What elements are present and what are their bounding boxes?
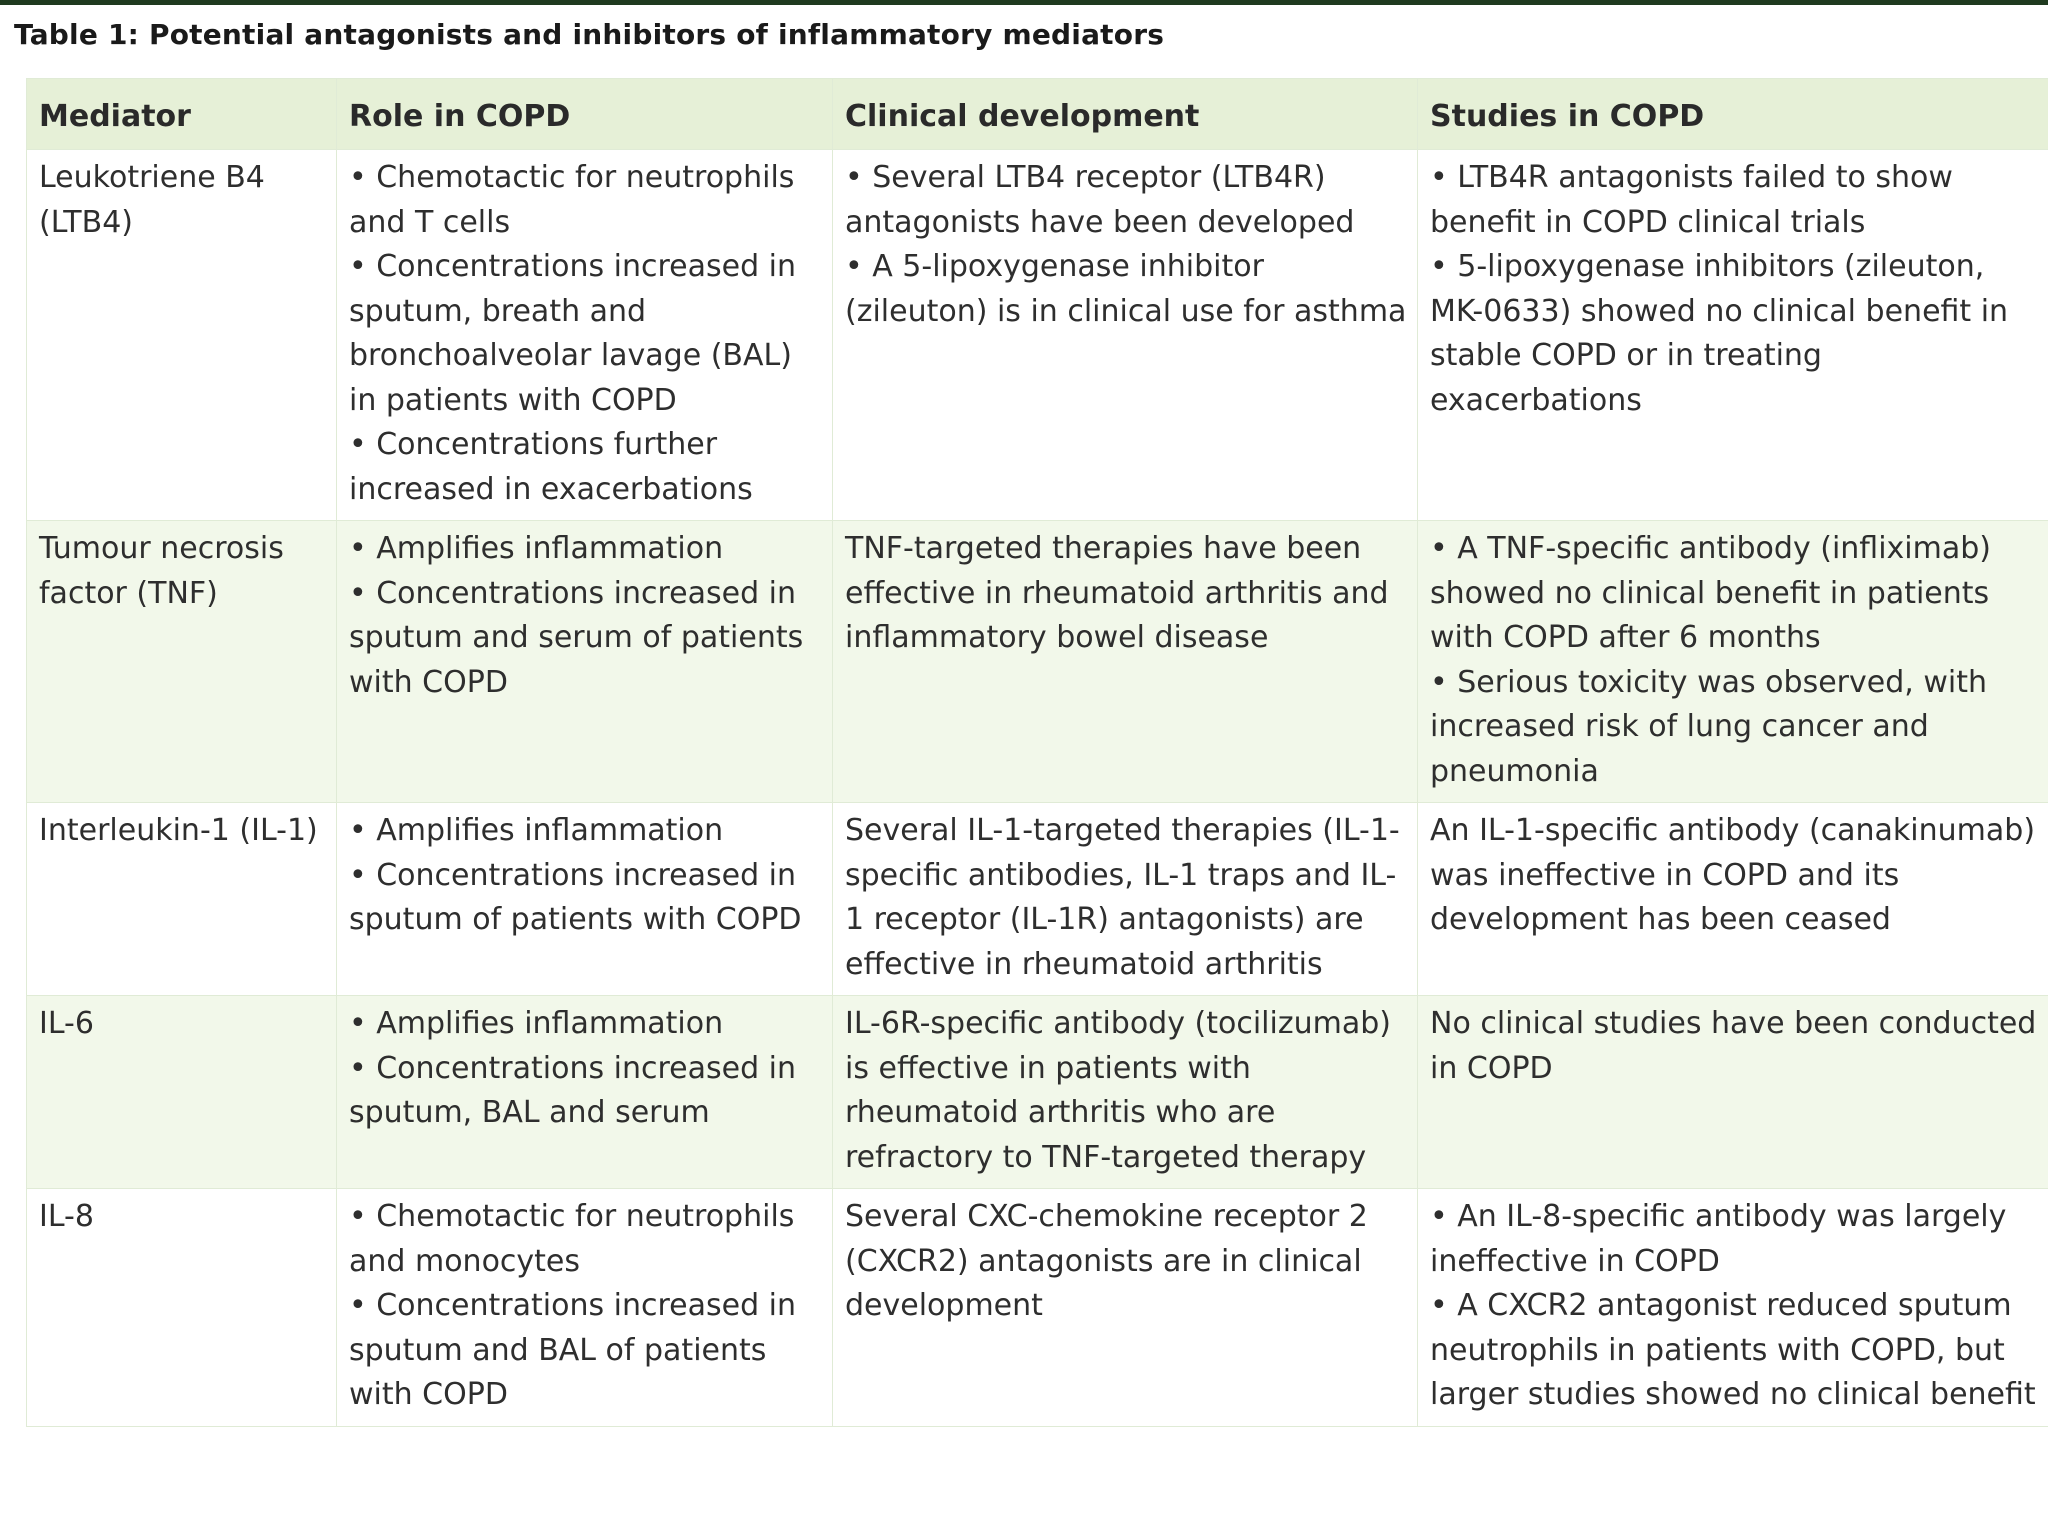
- clinical-cell: [833, 521, 1418, 803]
- role-item: • Concentrations increased in sputum of patients with COPD: [349, 857, 802, 937]
- role-cell: [337, 803, 833, 996]
- clinical-item: • A 5-lipoxygenase inhibitor (zileuton) is in clinical use for asthma: [845, 249, 1407, 329]
- table-row: [27, 996, 2048, 1189]
- role-cell: [337, 150, 833, 521]
- studies-item: An IL-1-specific antibody (canakinumab) was ineffective in COPD and its development has been ceased: [1430, 813, 2036, 937]
- role-item: • Concentrations increased in sputum and BAL of patients with COPD: [349, 1288, 796, 1412]
- clinical-cell: [833, 996, 1418, 1189]
- header-role: Role in COPD: [337, 79, 833, 150]
- clinical-item: Several IL-1-targeted therapies (IL-1-specific antibodies, IL-1 traps and IL-1 receptor (IL-1R) antagonists) are effective in rheumatoid arthritis: [845, 813, 1400, 982]
- mediator-cell: Interleukin-1 (IL-1): [27, 803, 337, 996]
- clinical-item: TNF-targeted therapies have been effective in rheumatoid arthritis and inflammatory bowel disease: [845, 531, 1389, 655]
- role-cell: [337, 521, 833, 803]
- table-row: [27, 150, 2048, 521]
- role-item: • Concentrations increased in sputum, breath and bronchoalveolar lavage (BAL) in patients with COPD: [349, 249, 796, 418]
- studies-cell: [1418, 521, 2048, 803]
- studies-item: • An IL-8-specific antibody was largely ineffective in COPD: [1430, 1199, 2007, 1279]
- table-row: [27, 521, 2048, 803]
- header-mediator: Mediator: [27, 79, 337, 150]
- studies-item: • 5-lipoxygenase inhibitors (zileuton, MK-0633) showed no clinical benefit in stable COPD or in treating exacerbations: [1430, 249, 2009, 418]
- mediator-cell: IL-6: [27, 996, 337, 1189]
- clinical-cell: [833, 803, 1418, 996]
- top-rule: [0, 0, 2048, 5]
- role-item: • Concentrations increased in sputum and serum of patients with COPD: [349, 575, 804, 700]
- studies-cell: [1418, 1189, 2048, 1427]
- studies-cell: [1418, 150, 2048, 521]
- studies-item: • LTB4R antagonists failed to show benefit in COPD clinical trials: [1430, 160, 1953, 240]
- table-row: [27, 1189, 2048, 1427]
- role-item: • Chemotactic for neutrophils and monocytes: [349, 1199, 795, 1279]
- role-item: • Concentrations increased in sputum, BAL and serum: [349, 1050, 796, 1130]
- mediators-table: [26, 78, 2048, 1427]
- clinical-item: • Several LTB4 receptor (LTB4R) antagonists have been developed: [845, 160, 1355, 240]
- role-item: • Amplifies inflammation: [349, 531, 724, 566]
- mediator-cell: Leukotriene B4 (LTB4): [27, 150, 337, 521]
- studies-cell: [1418, 996, 2048, 1189]
- role-item: • Amplifies inflammation: [349, 813, 724, 848]
- table-caption: Table 1: Potential antagonists and inhibitors of inflammatory mediators: [14, 18, 1165, 51]
- role-item: • Amplifies inflammation: [349, 1006, 724, 1041]
- studies-item: • Serious toxicity was observed, with increased risk of lung cancer and pneumonia: [1430, 664, 1987, 789]
- studies-item: • A TNF-specific antibody (infliximab) showed no clinical benefit in patients with COPD after 6 months: [1430, 531, 1991, 655]
- clinical-item: Several CXC-chemokine receptor 2 (CXCR2) antagonists are in clinical development: [845, 1199, 1368, 1323]
- role-cell: [337, 1189, 833, 1427]
- header-clinical-development: Clinical development: [833, 79, 1418, 150]
- table-row: [27, 803, 2048, 996]
- role-item: • Chemotactic for neutrophils and T cells: [349, 160, 795, 240]
- header-row: [27, 79, 2048, 150]
- mediator-cell: IL-8: [27, 1189, 337, 1427]
- studies-item: • A CXCR2 antagonist reduced sputum neutrophils in patients with COPD, but larger studies showed no clinical benefit: [1430, 1288, 2036, 1412]
- clinical-cell: [833, 150, 1418, 521]
- clinical-item: IL-6R-specific antibody (tocilizumab) is effective in patients with rheumatoid arthritis who are refractory to TNF-targeted therapy: [845, 1006, 1391, 1175]
- header-studies: Studies in COPD: [1418, 79, 2048, 150]
- mediator-cell: Tumour necrosis factor (TNF): [27, 521, 337, 803]
- role-item: • Concentrations further increased in exacerbations: [349, 427, 753, 507]
- role-cell: [337, 996, 833, 1189]
- studies-item: No clinical studies have been conducted in COPD: [1430, 1006, 2037, 1086]
- table-container: [26, 78, 2048, 1427]
- studies-cell: [1418, 803, 2048, 996]
- clinical-cell: [833, 1189, 1418, 1427]
